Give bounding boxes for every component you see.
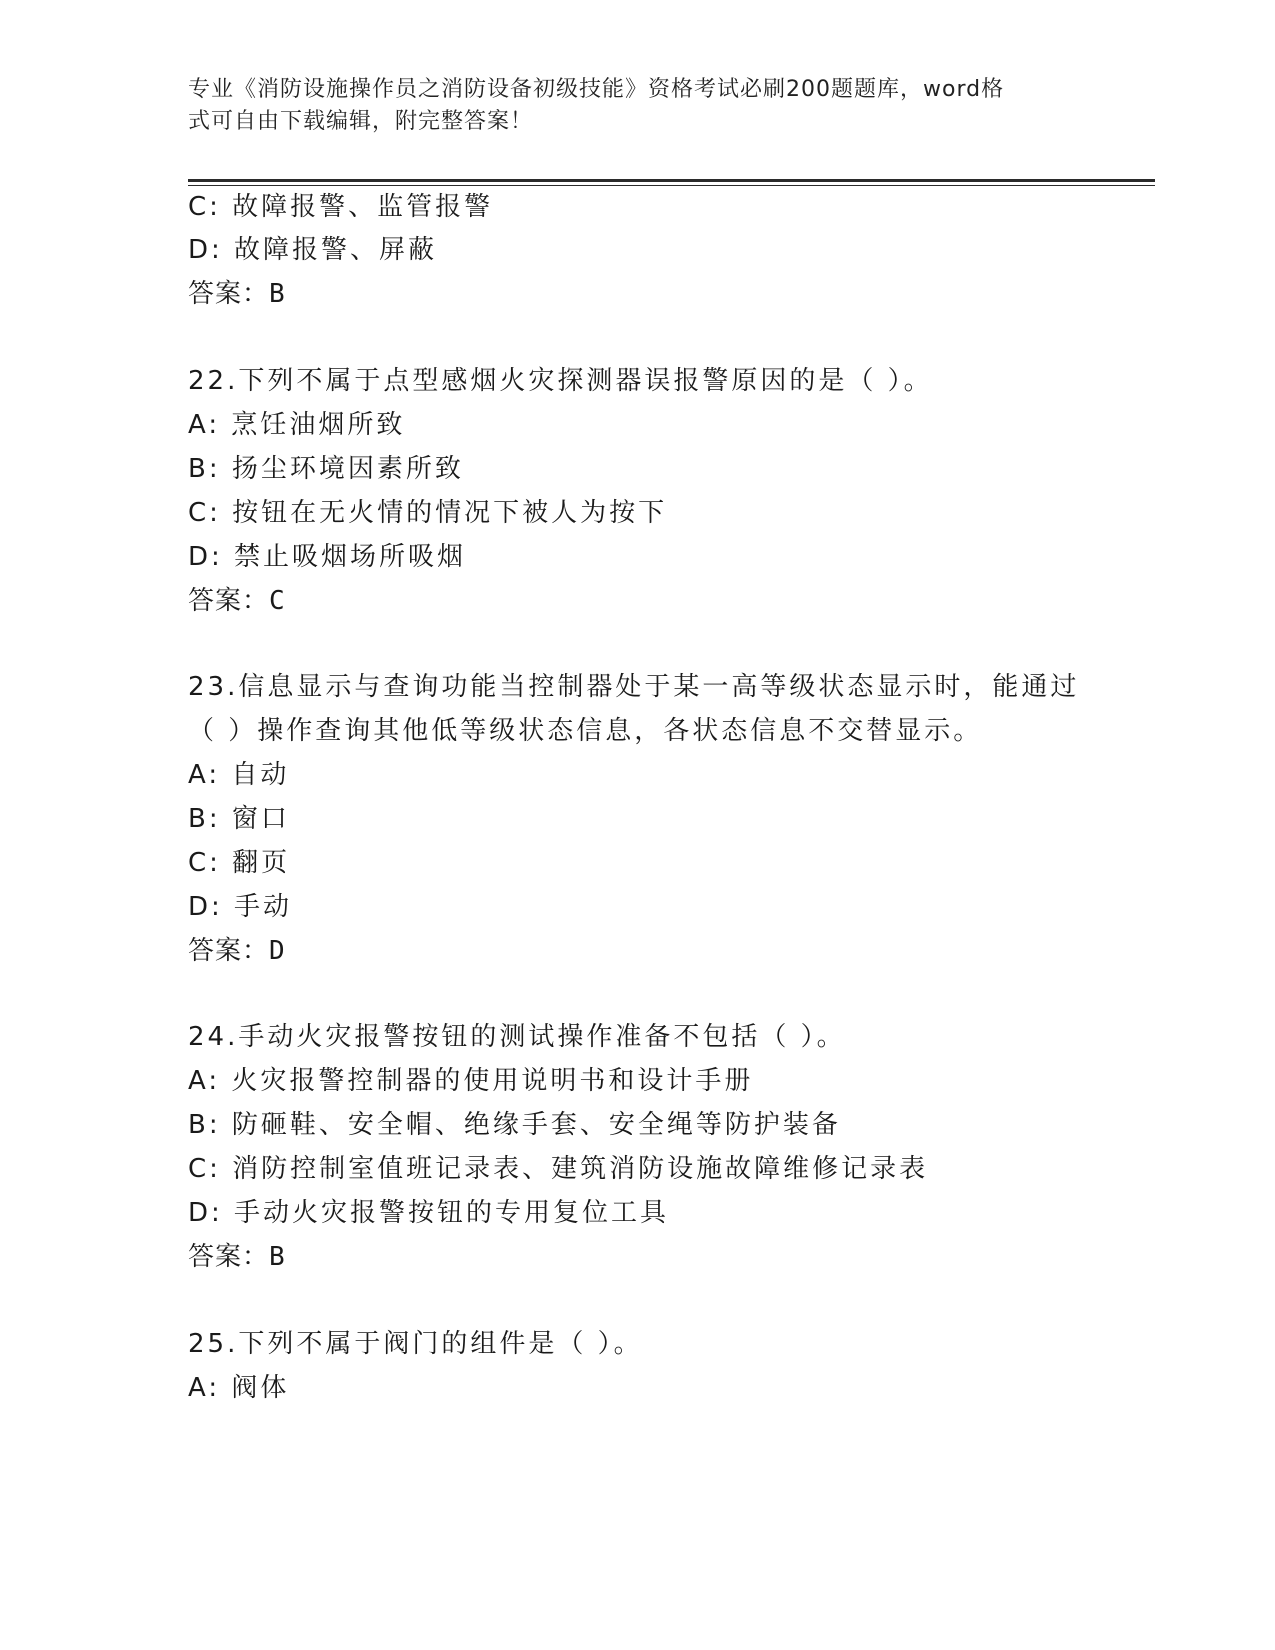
answer-value: C [269, 586, 286, 616]
q23-option-b: B: 窗口 [188, 804, 290, 834]
q25-title: 25.下列不属于阀门的组件是（ ）。 [188, 1329, 643, 1359]
header-line-1: 专业《消防设施操作员之消防设备初级技能》资格考试必刷200题题库，word格 [188, 77, 1005, 102]
answer-label: 答案： [188, 936, 270, 966]
answer-value: D [269, 936, 286, 966]
q24-option-d: D: 手动火灾报警按钮的专用复位工具 [188, 1198, 670, 1228]
q23-option-a: A: 自动 [188, 760, 290, 790]
prev-option-c: C: 故障报警、监管报警 [188, 192, 494, 222]
prev-option-d: D: 故障报警、屏蔽 [188, 235, 438, 265]
prev-answer [188, 277, 286, 311]
answer-value: B [269, 1242, 286, 1272]
q24-title: 24.手动火灾报警按钮的测试操作准备不包括（ ）。 [188, 1022, 846, 1052]
q22-option-d: D: 禁止吸烟场所吸烟 [188, 542, 467, 572]
answer-label: 答案： [188, 586, 270, 616]
q24-option-a: A: 火灾报警控制器的使用说明书和设计手册 [188, 1066, 754, 1096]
answer-label: 答案： [188, 279, 270, 309]
q23-title-line-1: 23.信息显示与查询功能当控制器处于某一高等级状态显示时，能通过 [188, 672, 1080, 702]
q23-option-c: C: 翻页 [188, 848, 291, 878]
q22-option-a: A: 烹饪油烟所致 [188, 410, 406, 440]
q24-option-b: B: 防砸鞋、安全帽、绝缘手套、安全绳等防护装备 [188, 1110, 841, 1140]
answer-value: B [269, 279, 286, 309]
q25-option-a: A: 阀体 [188, 1373, 290, 1403]
document-header [188, 74, 1088, 138]
answer-label: 答案： [188, 1242, 270, 1272]
header-line-2: 式可自由下载编辑，附完整答案！ [188, 109, 534, 134]
q22-option-c: C: 按钮在无火情的情况下被人为按下 [188, 498, 668, 528]
header-rule-thin [188, 185, 1155, 186]
header-rule-thick [188, 179, 1155, 182]
q22-title: 22.下列不属于点型感烟火灾探测器误报警原因的是（ ）。 [188, 366, 933, 396]
q23-answer [188, 934, 286, 968]
q24-option-c: C: 消防控制室值班记录表、建筑消防设施故障维修记录表 [188, 1154, 929, 1184]
q22-option-b: B: 扬尘环境因素所致 [188, 454, 464, 484]
q23-title-line-2: （ ）操作查询其他低等级状态信息，各状态信息不交替显示。 [188, 716, 983, 746]
q22-answer [188, 584, 286, 618]
q24-answer [188, 1240, 286, 1274]
q23-option-d: D: 手动 [188, 892, 293, 922]
